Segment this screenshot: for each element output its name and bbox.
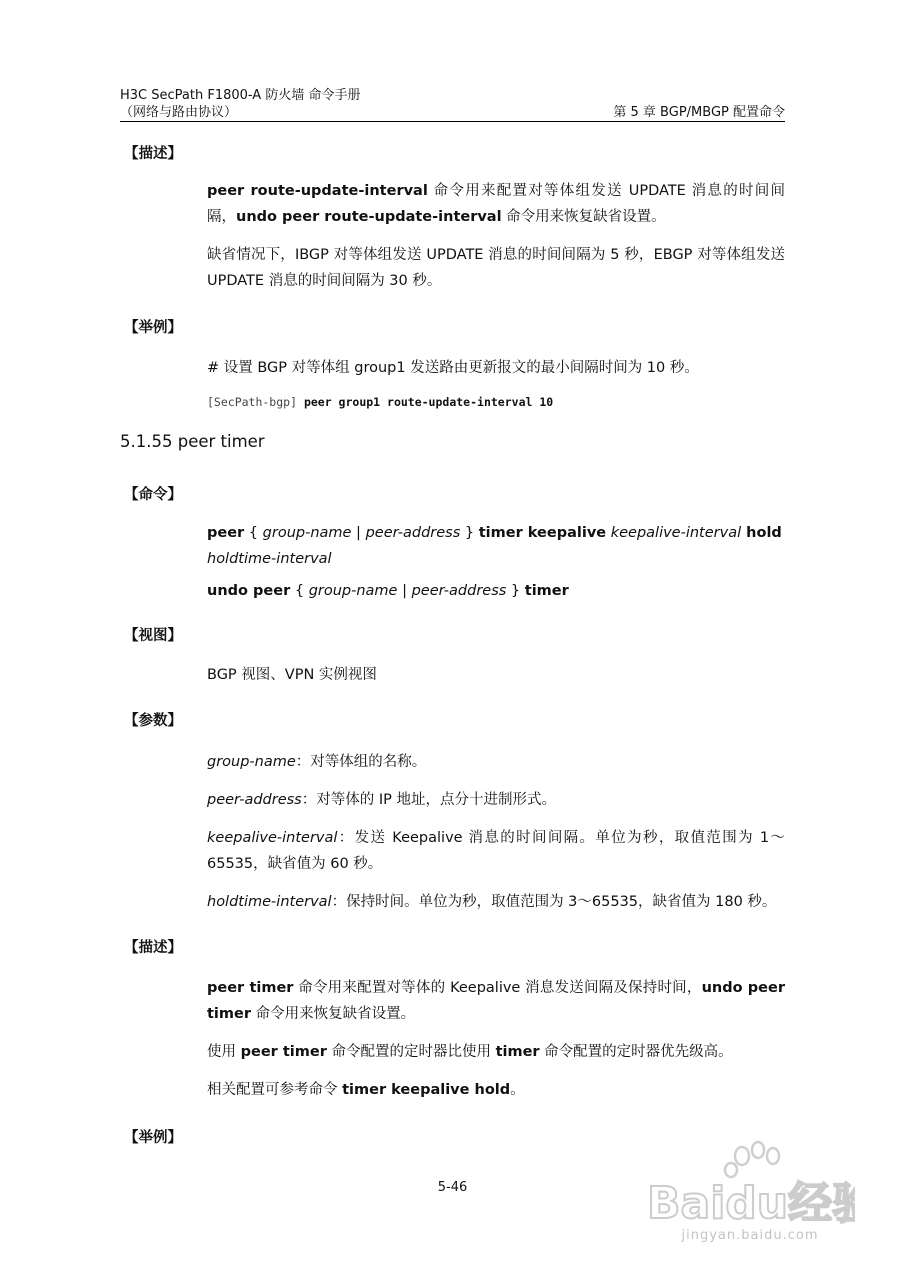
baidu-paw-logo-icon [645,1140,855,1230]
description-paragraph-2: peer timer 命令用来配置对等体的 Keepalive 消息发送间隔及保持时间，undo peer timer 命令用来恢复缺省设置。 [207,980,785,1022]
example-comment: # 设置 BGP 对等体组 group1 发送路由更新报文的最小间隔时间为 10 秒。 [207,360,699,376]
description-paragraph: peer route-update-interval 命令用来配置对等体组发送 UPDATE 消息的时间间隔，undo peer route-update-interval 命令用来恢复缺省设置。 [207,183,785,225]
param-keepalive-interval: keepalive-interval：发送 Keepalive 消息的时间间隔。单位为秒，取值范围为 1～65535，缺省值为 60 秒。 [207,830,785,872]
header-subtitle: （网络与路由协议） [120,105,238,120]
section-label-description: 【描述】 [124,146,182,162]
section-label-command: 【命令】 [124,487,182,503]
section-label-parameters: 【参数】 [124,713,182,729]
command-syntax-peer: peer { group-name | peer-address } timer keepalive keepalive-interval hold holdtime-interval [207,525,782,567]
param-holdtime-interval: holdtime-interval：保持时间。单位为秒，取值范围为 3～65535，缺省值为 180 秒。 [207,894,777,910]
watermark-logo-text: Baidu经验 [647,1178,855,1229]
baidu-jingyan-watermark [645,1140,865,1255]
section-heading: 5.1.55 peer timer [120,432,265,451]
view-text: BGP 视图、VPN 实例视图 [207,667,377,683]
section-label-example: 【举例】 [124,320,182,336]
example-code: [SecPath-bgp] peer group1 route-update-interval 10 [207,395,554,409]
related-config-paragraph: 相关配置可参考命令 timer keepalive hold。 [207,1082,525,1098]
priority-paragraph: 使用 peer timer 命令配置的定时器比使用 timer 命令配置的定时器优先级高。 [207,1044,733,1060]
header-chapter: 第 5 章 BGP/MBGP 配置命令 [613,105,785,120]
param-peer-address: peer-address：对等体的 IP 地址，点分十进制形式。 [207,792,556,808]
section-label-description-2: 【描述】 [124,940,182,956]
page-number: 5-46 [437,1180,468,1195]
watermark-url: jingyan.baidu.com [681,1228,819,1243]
header-divider [120,121,785,122]
command-syntax-undo: undo peer { group-name | peer-address } timer [207,583,569,599]
section-label-example-2: 【举例】 [124,1130,182,1146]
header-title: H3C SecPath F1800-A 防火墙 命令手册 [120,88,361,103]
param-group-name: group-name：对等体组的名称。 [207,754,427,770]
default-paragraph: 缺省情况下，IBGP 对等体组发送 UPDATE 消息的时间间隔为 5 秒，EBGP 对等体组发送 UPDATE 消息的时间间隔为 30 秒。 [207,247,785,289]
section-label-view: 【视图】 [124,628,182,644]
